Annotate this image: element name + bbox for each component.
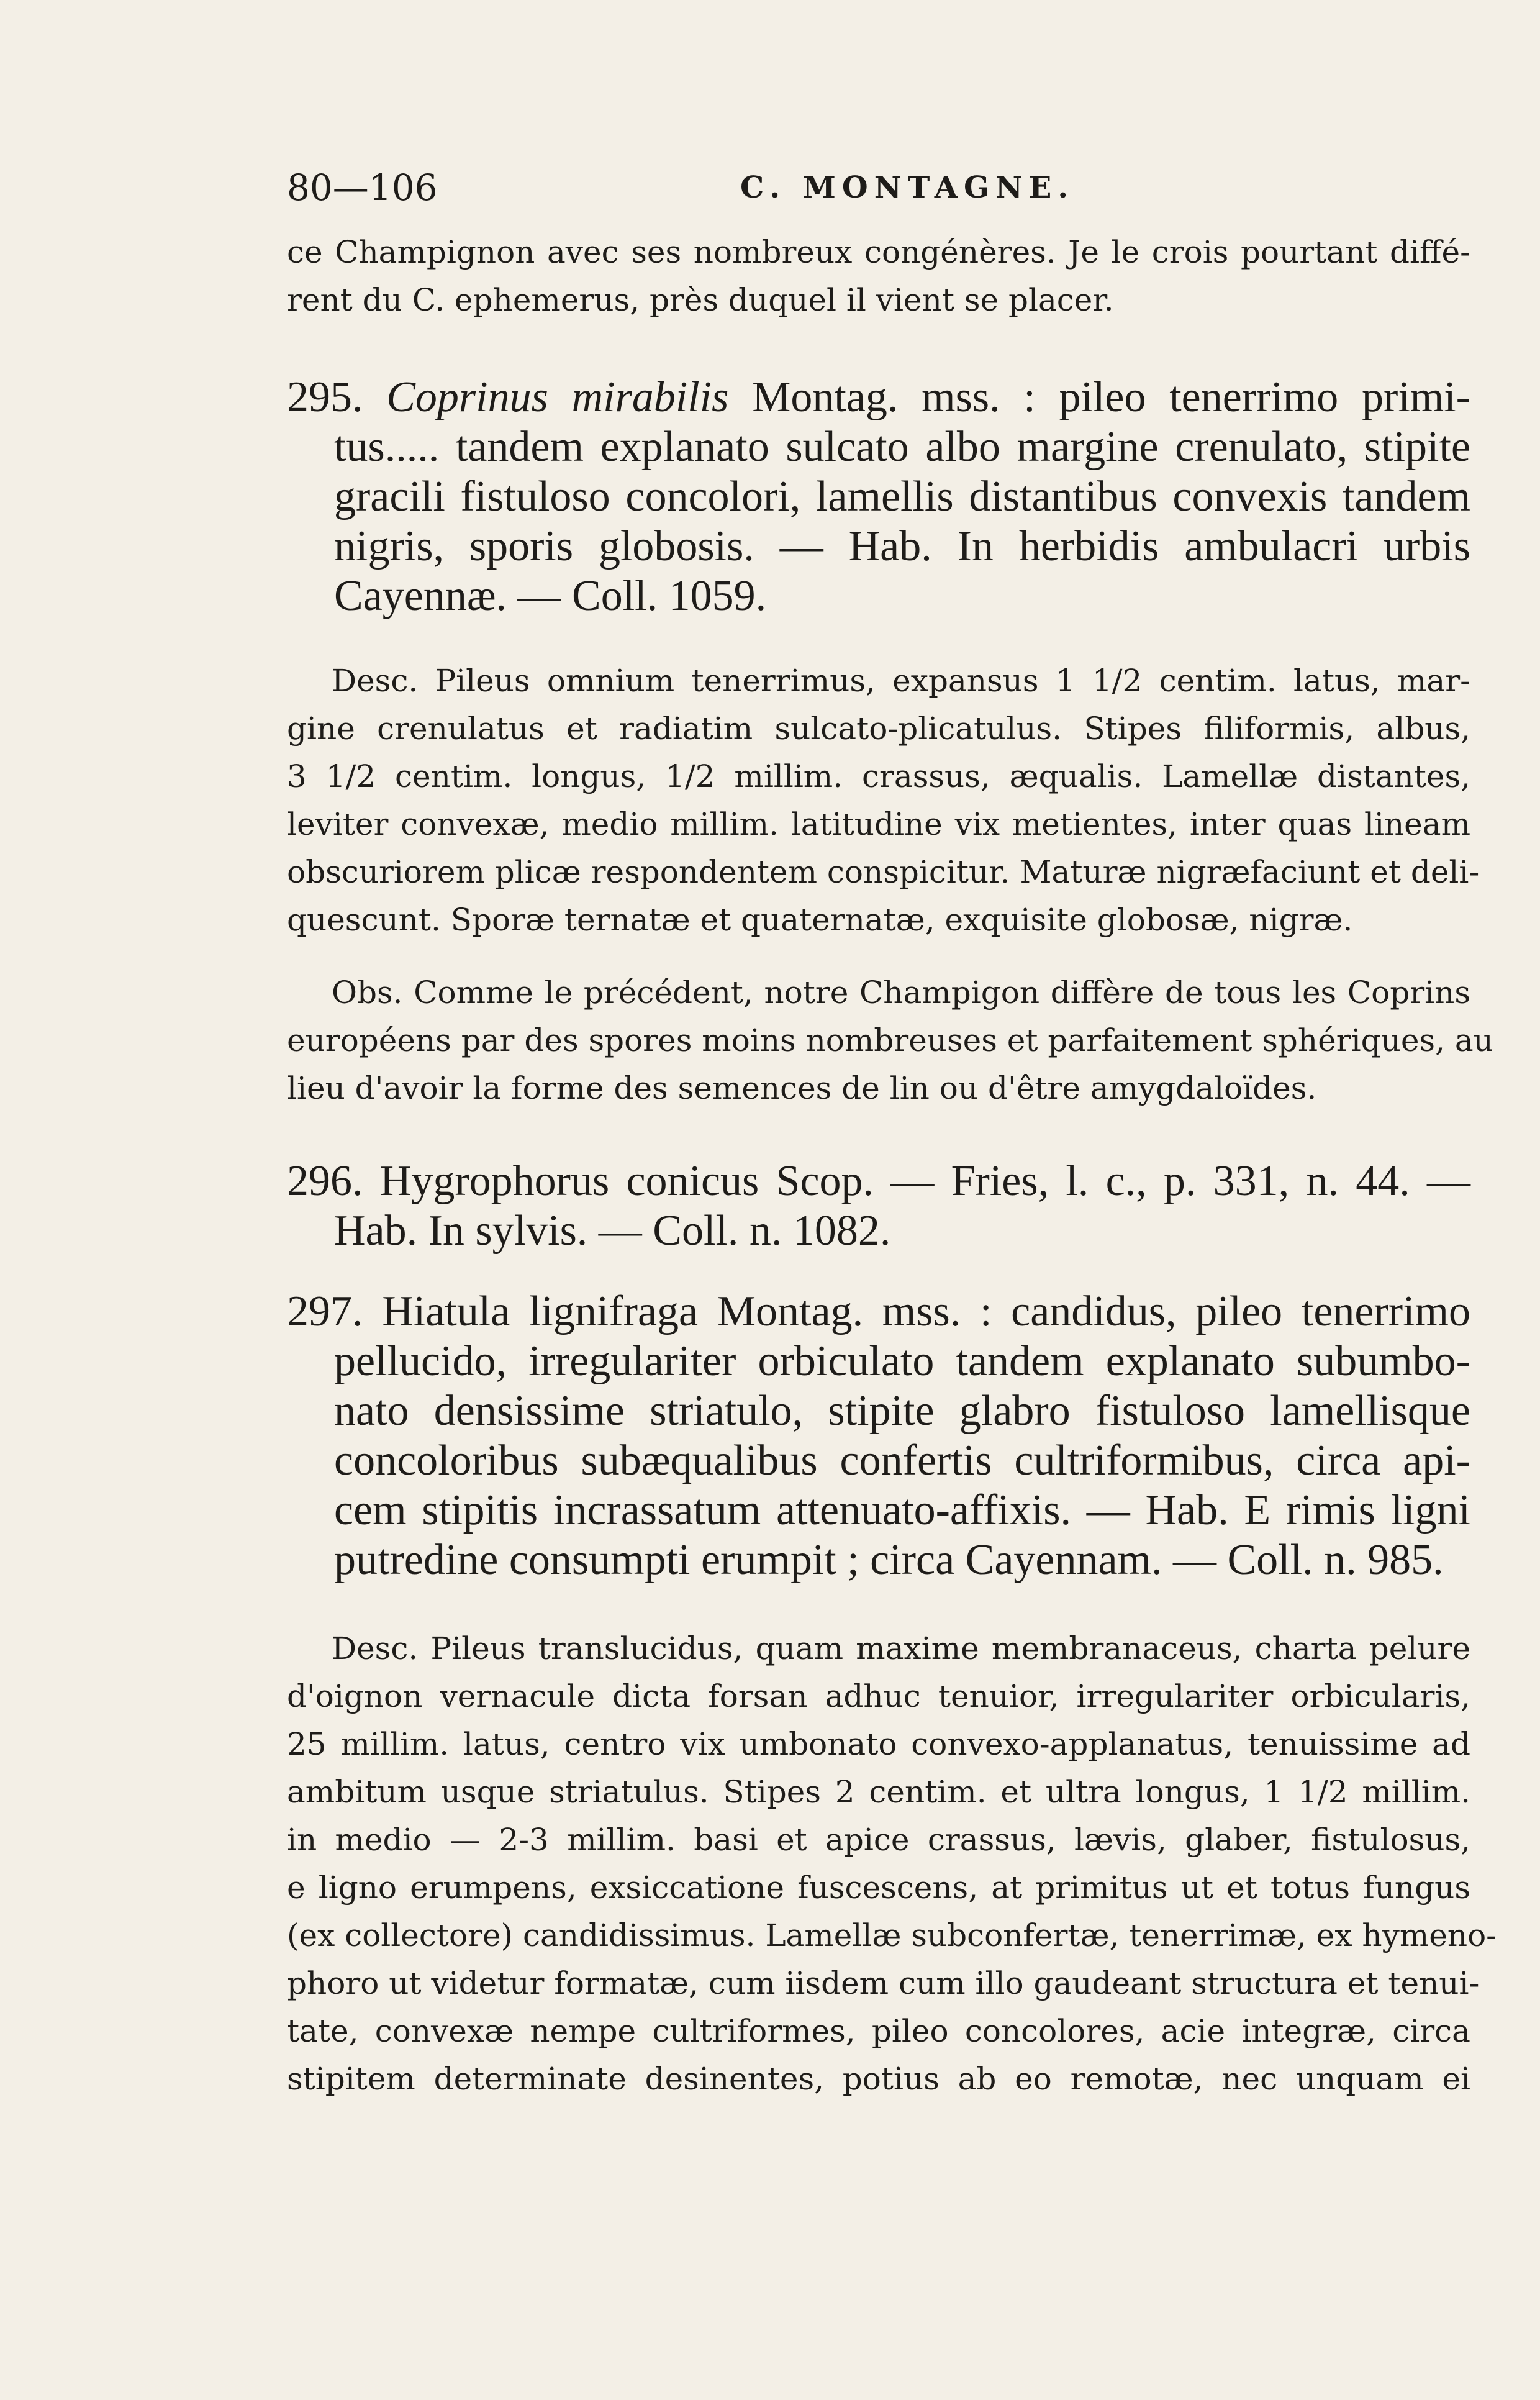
text-line: cem stipitis incrassatum attenuato-affixis. — Hab. E rimis ligni (334, 1486, 1470, 1534)
text-line: e ligno erumpens, exsiccatione fuscescens, at primitus ut et totus fungus (287, 1870, 1470, 1906)
species-name: Coprinus mirabilis (386, 373, 729, 421)
entry-heading-line: 296. Hygrophorus conicus Scop. — Fries, l. c., p. 331, n. 44. — (287, 1157, 1470, 1205)
text-line: leviter convexæ, medio millim. latitudine vix metientes, inter quas lineam (287, 806, 1470, 842)
entry-295 (287, 373, 1470, 621)
page-number: 80—106 (287, 166, 438, 209)
text-line: gine crenulatus et radiatim sulcato-plicatulus. Stipes filiformis, albus, (287, 711, 1470, 747)
text-line: Desc. Pileus translucidus, quam maxime membranaceus, charta pelure (332, 1630, 1470, 1666)
text-line: concoloribus subæqualibus confertis cultriformibus, circa api- (334, 1437, 1470, 1484)
text-line: in medio — 2-3 millim. basi et apice crassus, lævis, glaber, fistulosus, (287, 1822, 1470, 1858)
text-line: (ex collectore) candidissimus. Lamellæ subconfertæ, tenerrimæ, ex hymeno- (287, 1917, 1497, 1953)
description-297 (287, 1625, 1497, 2103)
entry-number: 295. (287, 373, 363, 421)
description-295 (287, 657, 1480, 944)
running-author: C. MONTAGNE. (740, 170, 1075, 205)
text-line: 3 1/2 centim. longus, 1/2 millim. crassus, æqualis. Lamellæ distantes, (287, 758, 1470, 794)
text-line: Obs. Comme le précédent, notre Champigon diffère de tous les Coprins (332, 975, 1470, 1011)
text-line: européens par des spores moins nombreuses et parfaitement sphériques, au (287, 1022, 1493, 1058)
text-line: lieu d'avoir la forme des semences de lin ou d'être amygdaloïdes. (287, 1070, 1317, 1106)
text-line: pellucido, irregulariter orbiculato tandem explanato subumbo- (334, 1337, 1470, 1385)
text-line: nato densissime striatulo, stipite glabro fistuloso lamellisque (334, 1387, 1470, 1435)
text-line: gracili fistuloso concolori, lamellis distantibus convexis tandem (334, 473, 1470, 520)
text-line: stipitem determinate desinentes, potius ab eo remotæ, nec unquam ei (287, 2061, 1470, 2097)
text-line: Cayennæ. — Coll. 1059. (334, 572, 767, 620)
intro-paragraph (287, 229, 1470, 324)
entry-297 (287, 1287, 1470, 1585)
observation-295 (287, 969, 1493, 1112)
text-line: phoro ut videtur formatæ, cum iisdem cum illo gaudeant structura et tenui- (287, 1965, 1480, 2001)
text-line: rent du C. ephemerus, près duquel il vient se placer. (287, 282, 1114, 318)
text-line: tus..... tandem explanato sulcato albo margine crenulato, stipite (334, 423, 1470, 471)
entry-heading-line: 297. Hiatula lignifraga Montag. mss. : candidus, pileo tenerrimo (287, 1288, 1470, 1335)
text-line: 25 millim. latus, centro vix umbonato convexo-applanatus, tenuissime ad (287, 1726, 1470, 1762)
text-line: putredine consumpti erumpit ; circa Cayennam. — Coll. n. 985. (334, 1536, 1444, 1584)
text-line: nigris, sporis globosis. — Hab. In herbidis ambulacri urbis (334, 522, 1470, 570)
text-line: quescunt. Sporæ ternatæ et quaternatæ, exquisite globosæ, nigræ. (287, 902, 1353, 938)
text-line: Desc. Pileus omnium tenerrimus, expansus 1 1/2 centim. latus, mar- (332, 663, 1470, 699)
text-line: Hab. In sylvis. — Coll. n. 1082. (334, 1207, 891, 1255)
entry-296 (287, 1157, 1470, 1256)
text-line: tate, convexæ nempe cultriformes, pileo concolores, acie integræ, circa (287, 2013, 1470, 2049)
running-header (287, 166, 1467, 216)
text-line: obscuriorem plicæ respondentem conspicitur. Maturæ nigræfaciunt et deli- (287, 854, 1480, 890)
text-line: Montag. mss. : pileo tenerrimo primi- (728, 373, 1470, 421)
text-line: d'oignon vernacule dicta forsan adhuc tenuior, irregulariter orbicularis, (287, 1678, 1470, 1714)
text-line: ambitum usque striatulus. Stipes 2 centim. et ultra longus, 1 1/2 millim. (287, 1774, 1470, 1810)
entry-heading-line (287, 373, 1470, 422)
text-line: ce Champignon avec ses nombreux congénères. Je le crois pourtant diffé- (287, 234, 1470, 270)
